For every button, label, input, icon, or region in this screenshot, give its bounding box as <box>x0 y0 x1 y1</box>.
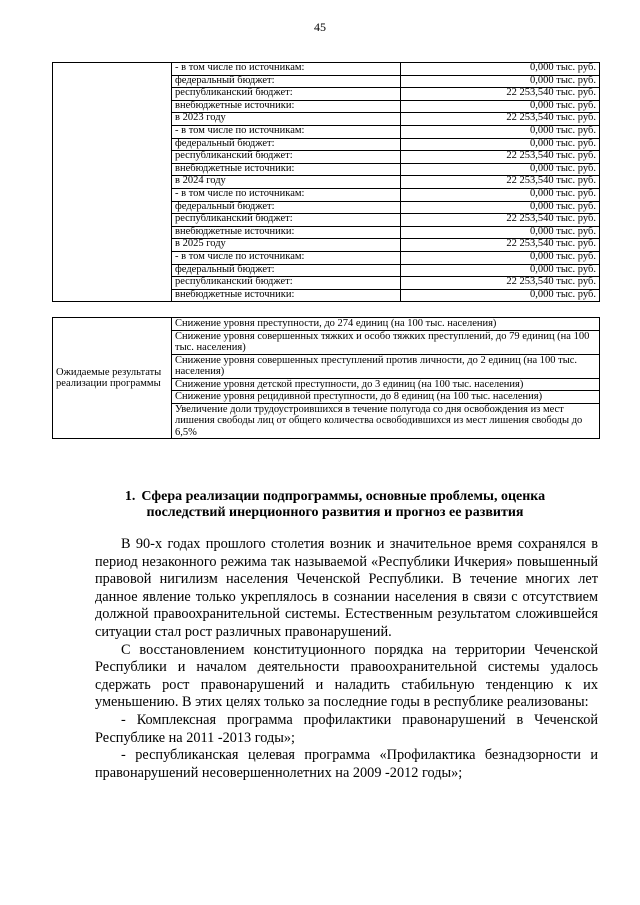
funding-item-label: республиканский бюджет: <box>172 151 401 164</box>
funding-item-label: федеральный бюджет: <box>172 264 401 277</box>
funding-label-cell <box>53 63 172 302</box>
paragraph: - Комплексная программа профилактики правонарушений в Чеченской Республике на 2011 -2013 годы»; <box>95 711 598 746</box>
funding-item-label: - в том числе по источникам: <box>172 188 401 201</box>
result-item: Снижение уровня детской преступности, до 3 единиц (на 100 тыс. населения) <box>172 378 600 391</box>
result-item: Снижение уровня преступности, до 274 единиц (на 100 тыс. населения) <box>172 318 600 331</box>
funding-item-label: федеральный бюджет: <box>172 201 401 214</box>
funding-item-value: 0,000 тыс. руб. <box>401 264 600 277</box>
funding-item-value: 22 253,540 тыс. руб. <box>401 214 600 227</box>
funding-table <box>52 62 600 302</box>
funding-item-value: 0,000 тыс. руб. <box>401 100 600 113</box>
funding-item-label: в 2025 году <box>172 239 401 252</box>
body-text <box>95 536 598 782</box>
funding-item-value: 0,000 тыс. руб. <box>401 138 600 151</box>
paragraph: - республиканская целевая программа «Профилактика безнадзорности и правонарушений несовершеннолетних на 2009 -2012 годы»; <box>95 747 598 781</box>
funding-item-value: 0,000 тыс. руб. <box>401 201 600 214</box>
paragraph: С восстановлением конституционного порядка на территории Чеченской Республики и началом деятельности правоохранительной системы удалось сдержать рост правонарушений и наладить стабильную тенденцию к их уменьшению. В этих целях только за последние годы в республике реализованы: <box>95 641 598 711</box>
funding-item-label: республиканский бюджет: <box>172 277 401 290</box>
funding-row <box>53 63 600 76</box>
funding-item-value: 22 253,540 тыс. руб. <box>401 239 600 252</box>
result-item: Снижение уровня совершенных преступлений против личности, до 2 единиц (на 100 тыс. населения) <box>172 354 600 378</box>
funding-item-value: 22 253,540 тыс. руб. <box>401 277 600 290</box>
result-item: Увеличение доли трудоустроившихся в течение полугода со дня освобождения из мест лишения свободы лиц от общего количества освободившихся из мест лишения свободы до 6,5% <box>172 403 600 439</box>
funding-item-label: в 2024 году <box>172 176 401 189</box>
funding-item-value: 0,000 тыс. руб. <box>401 75 600 88</box>
section-heading <box>100 489 570 521</box>
result-item: Снижение уровня рецидивной преступности, до 8 единиц (на 100 тыс. населения) <box>172 391 600 404</box>
section-number: 1. <box>124 489 136 504</box>
funding-item-value: 0,000 тыс. руб. <box>401 226 600 239</box>
section-title: Сфера реализации подпрограммы, основные проблемы, оценка последствий инерционного развития и прогноз ее развития <box>141 489 546 520</box>
funding-item-label: внебюджетные источники: <box>172 100 401 113</box>
funding-item-label: в 2023 году <box>172 113 401 126</box>
funding-item-label: внебюджетные источники: <box>172 289 401 302</box>
funding-item-label: республиканский бюджет: <box>172 214 401 227</box>
result-row <box>53 318 600 331</box>
result-item: Снижение уровня совершенных тяжких и особо тяжких преступлений, до 79 единиц (на 100 тыс. населения) <box>172 330 600 354</box>
funding-item-value: 0,000 тыс. руб. <box>401 188 600 201</box>
funding-item-label: внебюджетные источники: <box>172 226 401 239</box>
funding-item-value: 22 253,540 тыс. руб. <box>401 151 600 164</box>
funding-item-value: 22 253,540 тыс. руб. <box>401 113 600 126</box>
funding-item-value: 0,000 тыс. руб. <box>401 125 600 138</box>
funding-item-label: республиканский бюджет: <box>172 88 401 101</box>
funding-item-value: 0,000 тыс. руб. <box>401 163 600 176</box>
page-number: 45 <box>314 20 326 34</box>
funding-item-value: 0,000 тыс. руб. <box>401 251 600 264</box>
funding-item-value: 22 253,540 тыс. руб. <box>401 176 600 189</box>
funding-item-label: федеральный бюджет: <box>172 75 401 88</box>
funding-item-value: 22 253,540 тыс. руб. <box>401 88 600 101</box>
funding-item-label: внебюджетные источники: <box>172 163 401 176</box>
expected-results-table <box>52 317 600 439</box>
funding-item-value: 0,000 тыс. руб. <box>401 63 600 76</box>
funding-item-value: 0,000 тыс. руб. <box>401 289 600 302</box>
expected-results-label: Ожидаемые результаты реализации программы <box>53 318 172 439</box>
funding-item-label: федеральный бюджет: <box>172 138 401 151</box>
paragraph: В 90-х годах прошлого столетия возник и значительное время сохранялся в период незаконного режима так называемой «Республики Ичкерия» повышенный правовой нигилизм населения Чеченской Республики. В течение многих лет данное явление только укреплялось в сознании населения в связи с отсутствием должной правоохранительной системы. Естественным результатом сложившейся ситуации стал рост различных правонарушений. <box>95 536 598 640</box>
funding-item-label: - в том числе по источникам: <box>172 63 401 76</box>
funding-item-label: - в том числе по источникам: <box>172 251 401 264</box>
funding-item-label: - в том числе по источникам: <box>172 125 401 138</box>
